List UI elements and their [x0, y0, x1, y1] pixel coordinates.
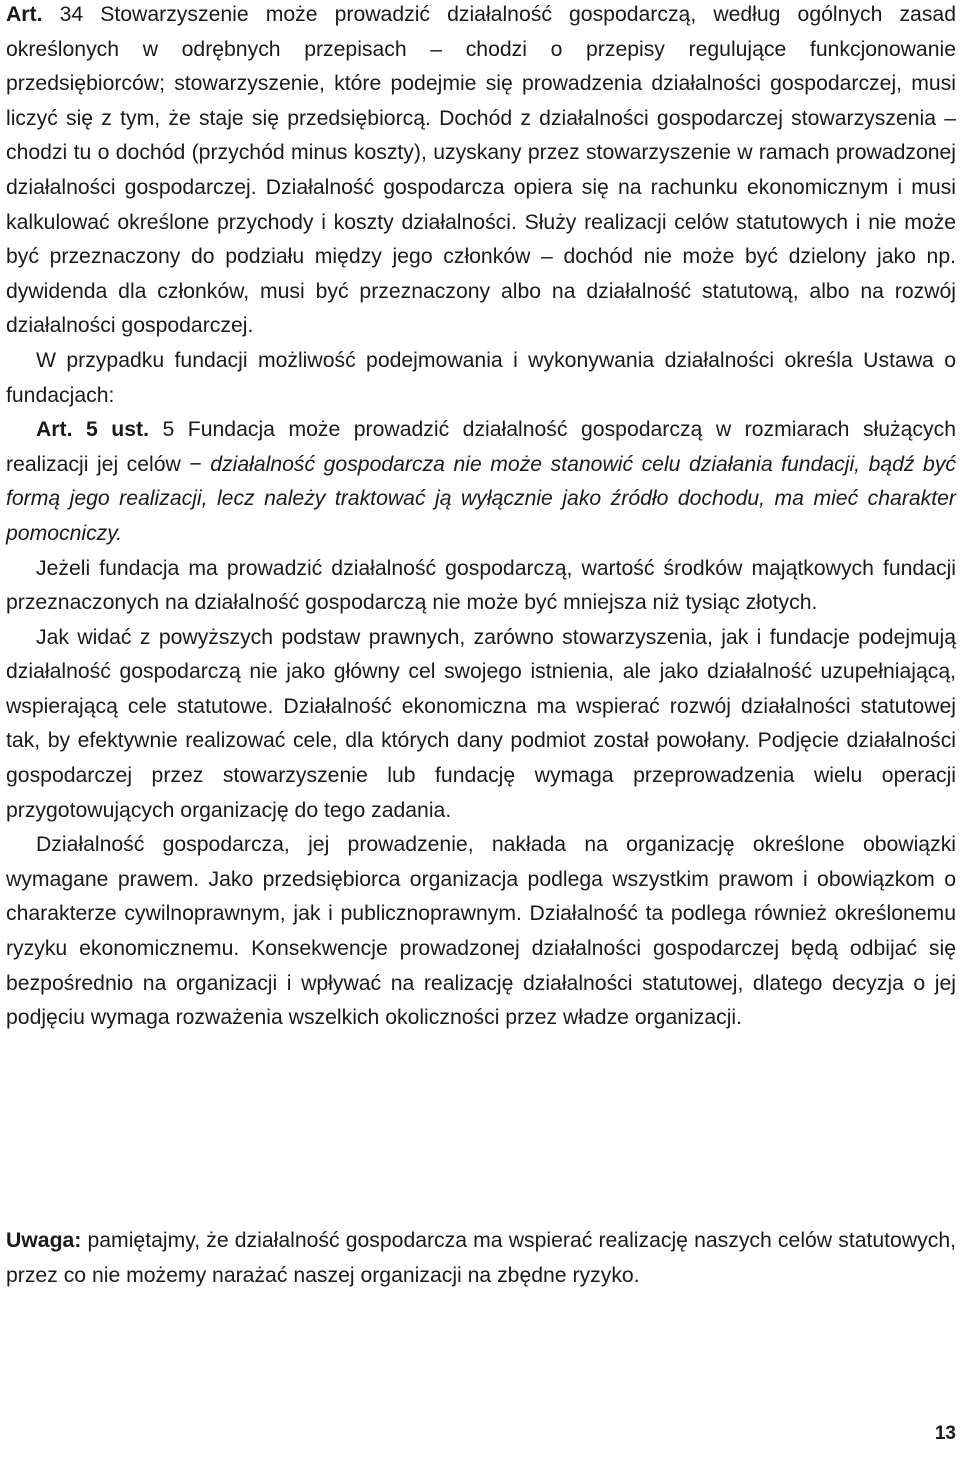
art34-text: 34 Stowarzyszenie może prowadzić działalność gospodarczą, według ogólnych zasad określonych w odrębnych przepisach – chodzi o przepisy regulujące funkcjonowanie przedsiębiorców; stowarzyszenie, które podejmie się prowadzenia działalności gospodarczej, musi liczyć się z tym, że staje się przedsiębiorcą. Dochód z działalności gospodarczej stowarzyszenia – chodzi tu o dochód (przychód minus koszty), uzyskany przez stowarzyszenie w ramach prowadzonej działalności gospodarczej. Działalność gospodarcza opiera się na rachunku ekonomicznym i musi kalkulować określone przychody i koszty działalności. Służy realizacji celów statutowych i nie może być przeznaczony do podziału między jego członków – dochód nie może być dzielony jako np. dywidenda dla członków, musi być przeznaczony albo na działalność statutową, albo na rozwój działalności gospodarczej.	[6, 3, 956, 338]
art5-italic-text: działalność gospodarcza nie może stanowić celu działania fundacji, bądź być formą jego realizacji, lecz należy traktować ją wyłącznie jako źródło dochodu, ma mieć charakter pomocniczy.	[6, 452, 957, 545]
uwaga-label: Uwaga:	[6, 1229, 82, 1252]
podstawy-paragraph: Jak widać z powyższych podstaw prawnych, zarówno stowarzyszenia, jak i fundacje podejmują działalność gospodarczą nie jako główny cel swojego istnienia, ale jako działalność uzupełniającą, wspierającą cele statutowe. Działalność ekonomiczna ma wspierać rozwój działalności statutowej tak, by efektywnie realizować cele, dla których dany podmiot został powołany. Podjęcie działalności gospodarczej przez stowarzyszenie lub fundację wymaga przeprowadzenia wielu operacji przygotowujących organizację do tego zadania.	[6, 625, 956, 822]
obowiazki-paragraph: Działalność gospodarcza, jej prowadzenie, nakłada na organizację określone obowiązki wymagane prawem. Jako przedsiębiorca organizacja podlega wszystkim prawom i obowiązkom o charakterze cywilnoprawnym, jak i publicznoprawnym. Działalność ta podlega również określonemu ryzyku ekonomicznemu. Konsekwencje prowadzonej działalności gospodarczej będą odbijać się bezpośrednio na organizacji i wpływać na realizację działalności statutowej, dlatego decyzja o jej podjęciu wymaga rozważenia wszelkich okoliczności przez władze organizacji.	[6, 833, 956, 1030]
art34-paragraph	[6, 0, 956, 344]
main-text-block	[6, 0, 956, 1036]
page-number: 13	[934, 1423, 956, 1444]
fundacja-majatek-paragraph: Jeżeli fundacja ma prowadzić działalność gospodarczą, wartość środków majątkowych fundacji przeznaczonych na działalność gospodarczą nie może być mniejsza niż tysiąc złotych.	[6, 556, 956, 615]
uwaga-text: pamiętajmy, że działalność gospodarcza ma wspierać realizację naszych celów statutowych, przez co nie możemy narażać naszej organizacji na zbędne ryzyko.	[6, 1229, 956, 1287]
fundacja-intro-paragraph: W przypadku fundacji możliwość podejmowania i wykonywania działalności określa Ustawa o fundacjach:	[6, 348, 956, 407]
art5-label: Art. 5 ust.	[36, 418, 149, 442]
art5-paragraph	[6, 413, 956, 551]
art34-label: Art.	[6, 3, 43, 26]
uwaga-paragraph	[6, 1224, 956, 1293]
uwaga-block	[6, 1224, 956, 1293]
art5-text: 5 Fundacja może prowadzić działalność gospodarczą w rozmiarach służących realizacji jej celów −	[6, 418, 956, 476]
